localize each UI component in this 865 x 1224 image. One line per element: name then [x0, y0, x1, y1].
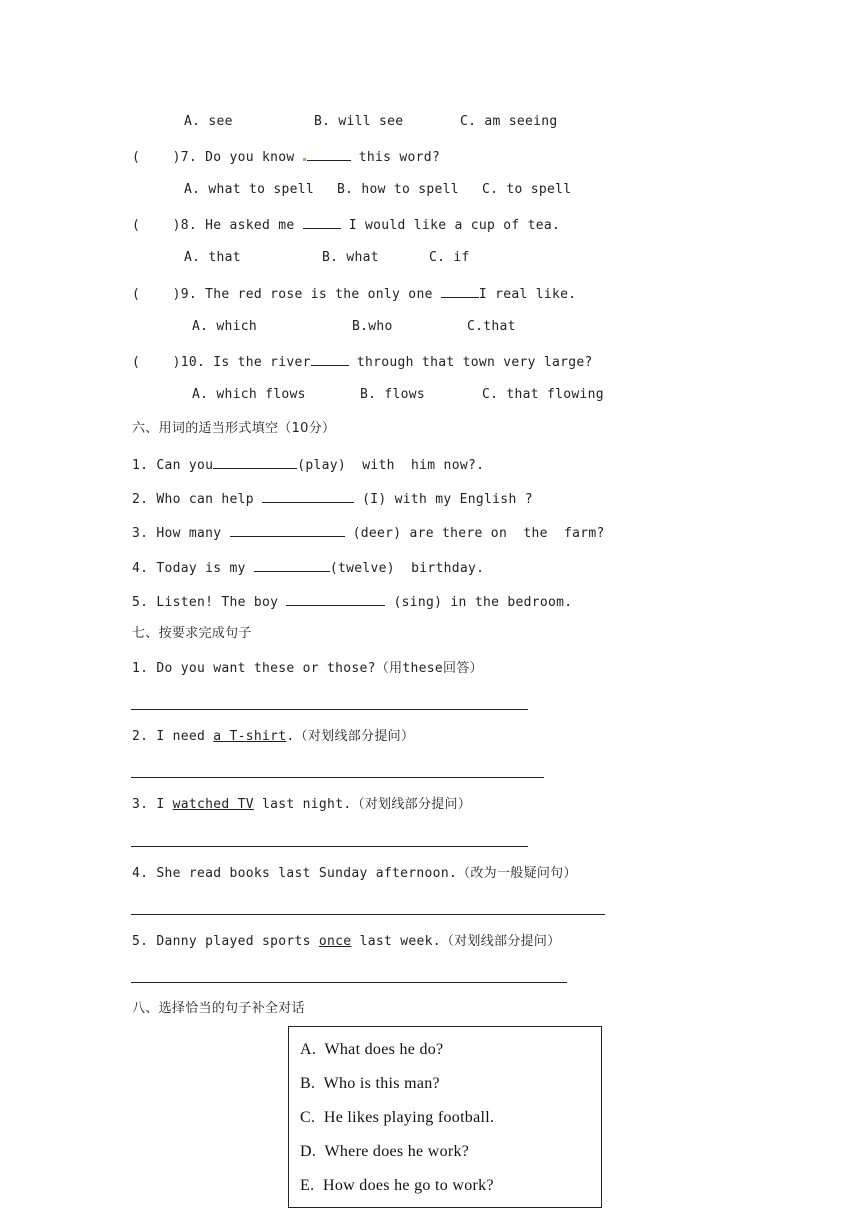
fill-item-5 [132, 592, 572, 612]
rewrite-item-1 [132, 660, 483, 678]
rewrite-item-2 [132, 728, 414, 746]
item-text: (sing) in the bedroom. [385, 595, 573, 610]
answer-line[interactable] [131, 777, 544, 778]
item-text: 5. Danny played sports [132, 934, 319, 949]
item-text: 1. Do you want these or those?（用these回答） [132, 661, 483, 676]
item-text: (twelve) birthday. [329, 561, 485, 576]
answer-blank[interactable] [254, 558, 330, 572]
section-6-title: 六、用词的适当形式填空（10分） [132, 421, 336, 436]
answer-blank[interactable] [311, 352, 349, 366]
option-a: A. see [184, 114, 233, 129]
sentence-option-d: D. Where does he work? [300, 1143, 470, 1160]
option-c: C. if [429, 250, 470, 265]
rewrite-item-5 [132, 933, 561, 951]
mark-dot [303, 158, 306, 161]
question-text: 9. The red rose is the only one [180, 287, 441, 302]
sentence-option-e: E. How does he go to work? [300, 1177, 494, 1194]
answer-line[interactable] [131, 914, 605, 915]
section-8-title: 八、选择恰当的句子补全对话 [132, 1001, 305, 1016]
fill-item-4 [132, 558, 484, 578]
question-text: 7. Do you know [180, 150, 303, 165]
question-text: I would like a cup of tea. [340, 218, 561, 233]
rewrite-item-4 [132, 865, 577, 883]
answer-blank[interactable] [213, 455, 297, 469]
answer-line[interactable] [131, 982, 567, 983]
question-text: through that town very large? [348, 355, 593, 370]
option-b: B. flows [360, 387, 426, 402]
item-text: (deer) are there on the farm? [344, 526, 605, 541]
option-c: C.that [467, 319, 516, 334]
answer-blank[interactable] [303, 215, 341, 229]
option-a: A. which [192, 319, 258, 334]
answer-blank[interactable] [441, 284, 479, 298]
item-text: 1. Can you [132, 458, 214, 473]
option-a: A. which flows [192, 387, 306, 402]
item-text: last week.（对划线部分提问） [351, 934, 561, 949]
question-text: I real like. [478, 287, 577, 302]
option-b: B. how to spell [337, 182, 459, 197]
answer-bracket[interactable]: ( ) [132, 218, 181, 233]
option-b: B. what [322, 250, 379, 265]
answer-line[interactable] [131, 846, 528, 847]
answer-bracket[interactable]: ( ) [132, 287, 181, 302]
answer-bracket[interactable]: ( ) [132, 355, 181, 370]
rewrite-item-3 [132, 796, 471, 814]
question-7 [132, 147, 440, 167]
item-text: (I) with my English ? [354, 492, 533, 507]
sentence-option-b: B. Who is this man? [300, 1075, 440, 1092]
section-7-title: 七、按要求完成句子 [132, 626, 252, 641]
question-text: this word? [350, 150, 441, 165]
answer-line[interactable] [131, 709, 528, 710]
question-9 [132, 284, 576, 304]
answer-bracket[interactable]: ( ) [132, 150, 181, 165]
sentence-option-c: C. He likes playing football. [300, 1109, 495, 1126]
question-10 [132, 352, 593, 372]
fill-item-3 [132, 523, 605, 543]
sentence-options-box [288, 1026, 602, 1208]
item-text: 4. Today is my [132, 561, 254, 576]
underlined-phrase: once [318, 934, 352, 949]
option-c: C. to spell [482, 182, 572, 197]
fill-item-1 [132, 455, 484, 475]
option-a: A. what to spell [184, 182, 315, 197]
option-a: A. that [184, 250, 241, 265]
item-text: 2. Who can help [132, 492, 263, 507]
question-text: 8. He asked me [180, 218, 303, 233]
option-c: C. that flowing [482, 387, 604, 402]
item-text: (play) with him now?. [297, 458, 485, 473]
item-text: 5. Listen! The boy [132, 595, 287, 610]
item-text: last night.（对划线部分提问） [253, 797, 472, 812]
question-text: 10. Is the river [180, 355, 311, 370]
fill-item-2 [132, 489, 533, 509]
item-text: 3. I [132, 797, 173, 812]
option-b: B.who [352, 319, 393, 334]
answer-blank[interactable] [262, 489, 354, 503]
question-8 [132, 215, 560, 235]
item-text: 2. I need [132, 729, 214, 744]
option-b: B. will see [314, 114, 404, 129]
option-c: C. am seeing [460, 114, 558, 129]
sentence-option-a: A. What does he do? [300, 1041, 444, 1058]
underlined-phrase: a T-shirt [213, 729, 287, 744]
answer-blank[interactable] [286, 592, 385, 606]
item-text: 3. How many [132, 526, 230, 541]
answer-blank[interactable] [230, 523, 345, 537]
answer-blank[interactable] [307, 147, 351, 161]
item-text: 4. She read books last Sunday afternoon.（改为一般疑问句） [132, 866, 577, 881]
underlined-phrase: watched TV [172, 797, 254, 812]
item-text: .（对划线部分提问） [286, 729, 415, 744]
